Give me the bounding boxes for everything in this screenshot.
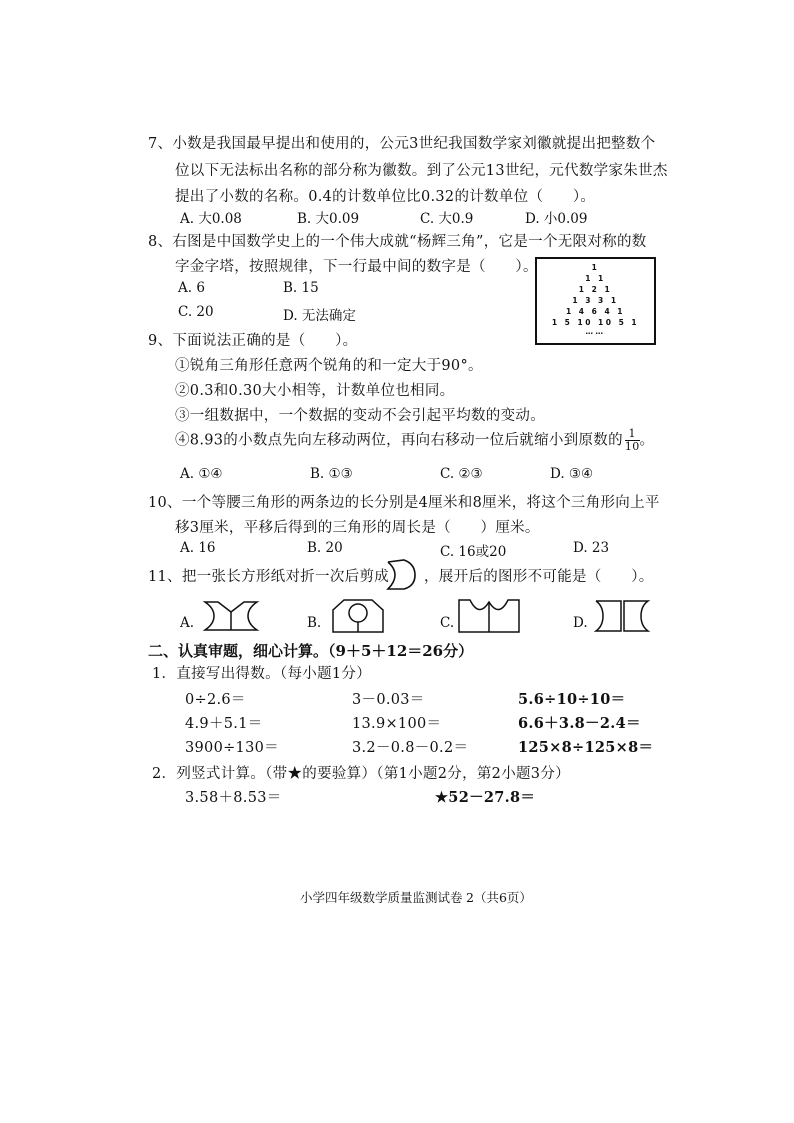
yanghui-triangle-figure	[535, 257, 656, 345]
q11-option-b-label: B.	[307, 615, 322, 631]
vertical-calc-1: 3.58＋8.53＝	[185, 790, 282, 806]
calc-2-2: 13.9×100＝	[352, 716, 442, 732]
q10-option-a: A. 16	[180, 540, 216, 556]
triangle-ellipsis: ……	[585, 327, 606, 336]
q7-option-c: C. 大0.9	[420, 211, 474, 227]
fraction-one-tenth	[625, 428, 640, 453]
q10-line1: 10、一个等腰三角形的两条边的长分别是4厘米和8厘米，将这个三角形向上平	[148, 495, 660, 511]
vertical-calc-2: ★52－27.8＝	[435, 789, 536, 806]
q7-option-b: B. 大0.09	[297, 211, 360, 227]
option-b-shape-icon	[330, 596, 386, 636]
q10-option-b: B. 20	[307, 540, 343, 556]
q9-statement-4-text: ④8.93的小数点先向左移动两位，再向右移动一位后就缩小到原数的	[175, 432, 623, 449]
q9-option-d: D. ③④	[550, 466, 594, 482]
q11-option-c-label: C.	[440, 615, 455, 631]
q9-option-b: B. ①③	[310, 466, 353, 482]
q9-statement-4	[175, 428, 654, 453]
option-a-shape-icon	[200, 598, 262, 634]
part-1-title: 1．直接写出得数。（每小题1分）	[152, 666, 371, 682]
q9-statement-2: ②0.3和0.30大小相等，计数单位也相同。	[175, 383, 455, 399]
calc-3-3: 125×8÷125×8＝	[518, 739, 654, 756]
triangle-row-4: 1 3 3 1	[572, 296, 619, 305]
q10-line2: 移3厘米，平移后得到的三角形的周长是（ ）厘米。	[175, 520, 540, 536]
q8-line2: 字金字塔，按照规律，下一行最中间的数字是（ ）。	[175, 259, 538, 275]
q8-line1: 8、右图是中国数学史上的一个伟大成就“杨辉三角”，它是一个无限对称的数	[148, 234, 647, 250]
calc-3-1: 3900÷130＝	[185, 740, 279, 756]
q9-statement-3: ③一组数据中，一个数据的变动不会引起平均数的变动。	[175, 408, 545, 424]
q7-option-d: D. 小0.09	[525, 211, 588, 227]
q11-text-part1: 11、把一张长方形纸对折一次后剪成	[148, 569, 390, 585]
option-d-shape-icon	[592, 596, 652, 636]
option-c-shape-icon	[456, 596, 522, 636]
q7-option-a: A. 大0.08	[180, 211, 242, 227]
fraction-denominator: 10	[624, 440, 640, 453]
section-2-title: 二、认真审题，细心计算。（9＋5＋12＝26分）	[148, 642, 474, 660]
q9-stem: 9、下面说法正确的是（ ）。	[148, 333, 358, 349]
fraction-numerator: 1	[625, 428, 640, 441]
q9-statement-1: ①锐角三角形任意两个锐角的和一定大于90°。	[175, 358, 483, 374]
footer-title: 小学四年级数学质量监测试卷	[300, 890, 463, 905]
q11-text-part2: ，展开后的图形不可能是（ ）。	[424, 569, 654, 585]
q8-option-d: D. 无法确定	[283, 308, 356, 324]
calc-1-1: 0÷2.6＝	[185, 692, 246, 708]
part-2-title: 2．列竖式计算。（带★的要验算）（第1小题2分，第2小题3分）	[152, 766, 570, 782]
q9-statement-4-end: 。	[639, 432, 655, 449]
q11-option-a-label: A.	[180, 615, 195, 631]
calc-3-2: 3.2－0.8－0.2＝	[352, 740, 469, 756]
q10-option-d: D. 23	[573, 540, 610, 556]
q7-line3: 提出了小数的名称。0.4的计数单位比0.32的计数单位（ ）。	[175, 189, 596, 205]
q8-option-a: A. 6	[178, 280, 205, 296]
footer-page-number: 2（共6页）	[466, 890, 532, 905]
calc-2-1: 4.9＋5.1＝	[185, 716, 263, 732]
triangle-row-1: 1	[591, 263, 600, 272]
folded-paper-cut-icon	[384, 556, 420, 592]
q8-option-b: B. 15	[283, 280, 319, 296]
q10-option-c: C. 16或20	[440, 544, 507, 560]
triangle-row-2: 1 1	[585, 274, 606, 283]
calc-1-2: 3－0.03＝	[352, 692, 425, 708]
q8-option-c: C. 20	[178, 304, 214, 320]
q7-line1: 7、小数是我国最早提出和使用的，公元3世纪我国数学家刘徽就提出把整数个	[148, 136, 656, 152]
q9-option-a: A. ①④	[180, 466, 223, 482]
calc-2-3: 6.6＋3.8－2.4＝	[518, 715, 641, 732]
q9-option-c: C. ②③	[440, 466, 483, 482]
q7-line2: 位以下无法标出名称的部分称为徽数。到了公元13世纪，元代数学家朱世杰	[175, 163, 668, 179]
triangle-row-3: 1 2 1	[578, 285, 613, 294]
calc-1-3: 5.6÷10÷10＝	[518, 691, 626, 708]
q11-option-d-label: D.	[573, 615, 588, 631]
triangle-row-6: 1 5 10 10 5 1	[551, 318, 640, 327]
triangle-row-5: 1 4 6 4 1	[565, 307, 626, 316]
